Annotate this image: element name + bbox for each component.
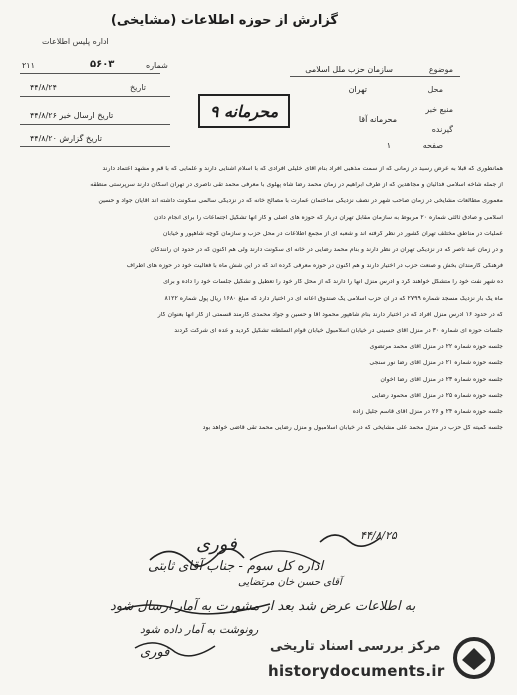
body-line: جلسه حوزه شماره ۲۲ در منزل آقای محمد مرتضوی	[369, 344, 503, 351]
document-title: گزارش از حوزه اطلاعات (مشایخی)	[110, 13, 338, 28]
receiver-label: گیرنده	[431, 125, 453, 134]
signature-scribble-2	[150, 549, 244, 566]
signature-scribble-3	[120, 604, 270, 614]
date-line2: تاریخ ارسال خبر ۴۴/۸/۲۶	[30, 111, 114, 120]
signature-scribble-5	[250, 551, 320, 564]
date3-underline	[20, 146, 170, 147]
subject-underline	[290, 76, 460, 77]
subject-label: موضوع	[428, 65, 453, 74]
body-line: جلسه حوزه شماره ۲۴ و ۲۶ در منزل آقای قاسم جلیل زاده	[352, 409, 503, 415]
org-line: اداره پلیس اطلاعات	[42, 37, 109, 46]
body-line: همانطوری که قبلاً به عرض رسید در زمانی که از سمت مذهبی افراد بنام آقای خلیلی افرادی که با اسلام آشنایی دارند و علمایی که با قم و مشهد اعتماد دارند	[102, 166, 503, 172]
number-underline	[20, 73, 160, 74]
handwritten-note-urgent: فوری	[196, 534, 237, 555]
body-line: جلسه حوزه شماره ۲۱ در منزل آقای رضا نور سنجی	[369, 360, 503, 367]
body-line: جلسه کمیته کل حزب در منزل محمد علی مشایخی که در خیابان اسلامبول و منزل رضایی محمد تقی قاضی خواهد بود	[202, 425, 503, 432]
body-line: جلسه حوزه شماره ۲۳ در منزل آقای رضا اخوان	[380, 376, 503, 383]
subject-value: سازمان حزب ملل اسلامی	[305, 65, 393, 74]
handwritten-note-recipient: اداره کل سوم - جناب آقای ثابتی	[148, 559, 324, 574]
handwritten-note-copy: رونوشت به آمار داده شود	[140, 623, 259, 636]
body-line: جلسه حوزه شماره ۲۵ در منزل آقای محمود رضایی	[371, 392, 503, 399]
body-line: جلسات حوزه ای شماره ۳۰ در منزل آقای حسینی در خیابان اسلامبول خیابان قوام السلطنه تشکیل گردید و عده ای شرکت کردند	[174, 328, 503, 334]
number-label: شماره	[146, 61, 168, 70]
date-value: ۴۴/۸/۲۴	[30, 83, 57, 92]
place-label: محل	[427, 85, 443, 94]
handwritten-note-name: آقای حسن خان مرتضایی	[238, 577, 342, 588]
number-value: ۵۶۰۳	[90, 59, 115, 70]
date2-underline	[20, 124, 170, 125]
place-value: تهران	[348, 85, 367, 94]
date-label: تاریخ	[130, 83, 146, 92]
source-label: منبع خبر	[425, 105, 453, 114]
body-line: ده شهر نفت خود را متشکل خواهند کرد و آدرس منزل آنها را دارند که از محل کار خود را تعطیل و تشکیل جلسات خود را داده و برای	[163, 279, 503, 286]
page-label: صفحه	[422, 141, 443, 150]
body-line: از جمله شاخه اسلامی فدائیان و مجاهدین که از طرف ابراهیم در زمان محمد رضا شاه پهلوی با معرفی محمد تقی ناصری در تهران اسکان دارند سرپرستی منطقه	[90, 182, 503, 189]
body-line: فرهنگی کارمندان بخش و صنعت حزب در اختیار دارند و هم اکنون در حوزه معرفی کرده اند که در این شش ماه با فعالیت خود در حوزه های اطراف	[126, 263, 503, 270]
date-line3: تاریخ گزارش ۴۴/۸/۲۰	[30, 134, 102, 143]
watermark-text: مرکز بررسی اسناد تاریخی	[270, 639, 441, 654]
body-line: اسلامی و صادق ثالثی شماره ۲۰ مربوط به سازمان مقابل تهران دربار که حوزه های اصلی و کار آنها تشکیل اجتماعات را برای انجام دادن	[153, 214, 503, 221]
confidential-stamp: محرمانه ۹	[198, 94, 290, 128]
handwritten-note-final: فوری	[140, 645, 170, 660]
handwritten-date: ۴۴/۸/۲۵	[360, 529, 397, 542]
archive-logo	[452, 636, 496, 680]
body-line: ماه یک بار نزدیک مسجد شماره ۲۷۹۹ که در آن حزب اسلامی یک صندوق اعانه ای در اختیار دارد که مبلغ ۱۶۸۰ ریال پول شماره ۸۱۲۲	[164, 295, 503, 302]
page-value: ۱	[386, 141, 391, 150]
body-line: معموری مطالعات مشایخی در زمان صاحب شهر در نصف نزدیکی ساختمان عمارت با مصالح خانه که در نزدیکی سالمی سکونت داشته اند آقایان جواد و حسین	[98, 198, 503, 205]
body-line: و در زمان عید ناصر که در نزدیکی تهران در نظر دارند و بنام محمد رضایی در خانه ای سکونت دارند ولی هم اکنون که در حدود آن رانندگان	[150, 247, 503, 253]
signature-scribble-1	[320, 535, 380, 546]
handwritten-note-instruction: به اطلاعات عرض شد بعد از مشورت به آمار ارسال شود	[110, 599, 416, 614]
body-line: که در حدود ۱۶ آدرس منزل افراد که در اختیار دارند بنام شاهپور محمود آقا و حسین و جواد محمدی کارمند قسمتی از کار آنها بعنوان کار	[157, 311, 503, 318]
body-line: عملیات در مناطق مختلف تهران کشور در نظر گرفته اند و شعبه ای از مجمع اطلاعات در محل حزب و سازمان کوچه شاهپور و خیابان	[162, 230, 503, 237]
number-suffix: ۲۱۱	[22, 61, 35, 70]
date-underline	[20, 96, 170, 97]
receiver-value: محرمانه آقا	[358, 115, 397, 124]
watermark-url: historydocuments.ir	[268, 662, 445, 680]
signature-scribble-4	[135, 643, 215, 656]
